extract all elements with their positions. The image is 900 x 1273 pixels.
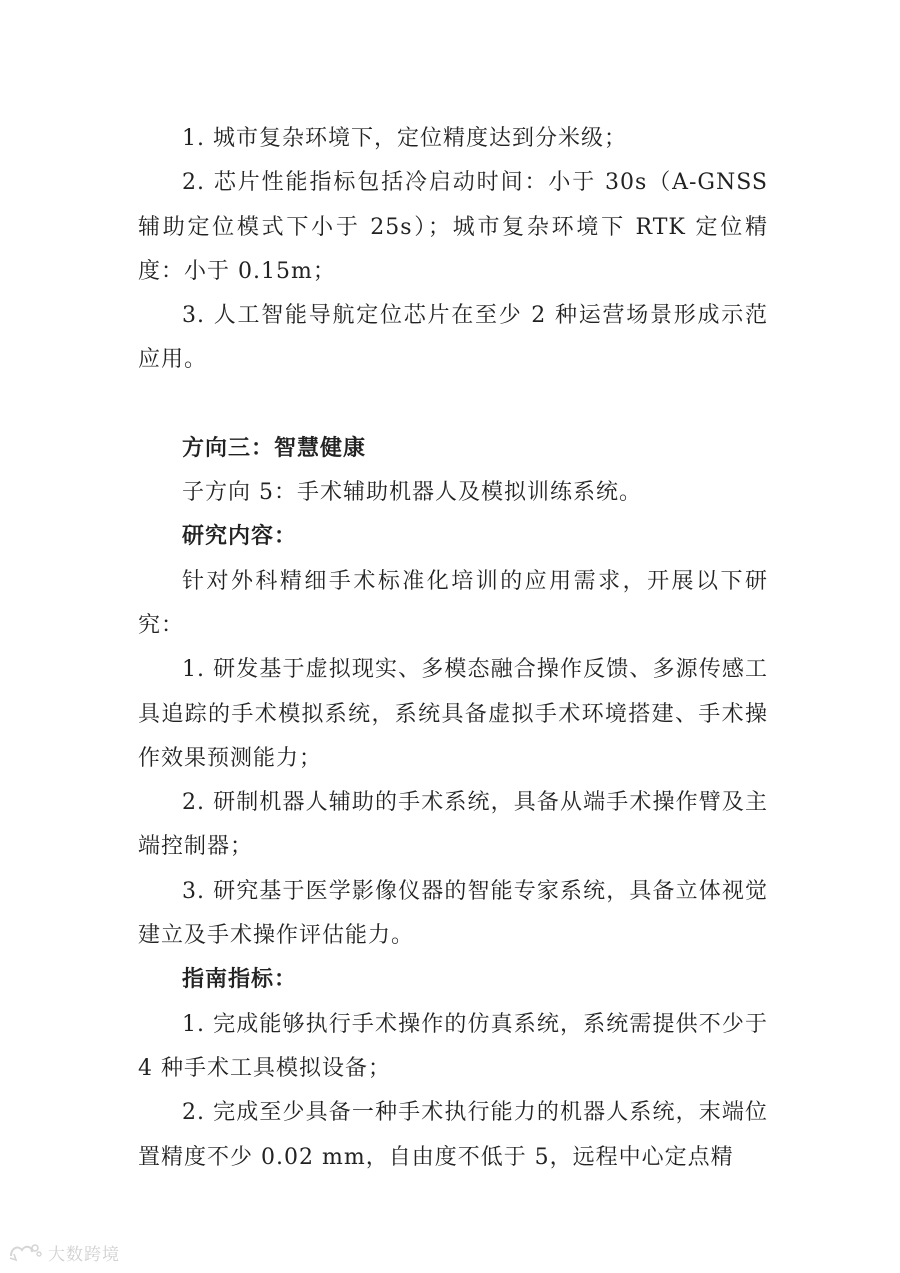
section-spacer xyxy=(138,383,768,427)
watermark xyxy=(8,1240,120,1264)
brand-logo-icon xyxy=(8,1242,42,1262)
paragraph-research-item-1: 1. 研发基于虚拟现实、多模态融合操作反馈、多源传感工具追踪的手术模拟系统，系统具备虚拟手术环境搭建、手术操作效果预测能力； xyxy=(138,657,768,771)
document-body xyxy=(138,117,768,1180)
heading-direction-three: 方向三：智慧健康 xyxy=(182,435,367,461)
paragraph-indicator-2: 2. 完成至少具备一种手术执行能力的机器人系统，末端位置精度不少 0.02 mm，自由度不低于 5，远程中心定点精 xyxy=(138,1100,768,1170)
paragraph-chip-performance: 2. 芯片性能指标包括冷启动时间：小于 30s（A-GNSS 辅助定位模式下小于 25s）；城市复杂环境下 RTK 定位精度：小于 0.15m； xyxy=(138,170,768,284)
watermark-text: 大数跨境 xyxy=(48,1244,120,1265)
paragraph-ai-navigation-chip: 3. 人工智能导航定位芯片在至少 2 种运营场景形成示范应用。 xyxy=(138,303,768,373)
paragraph-indicator-1: 1. 完成能够执行手术操作的仿真系统，系统需提供不少于 4 种手术工具模拟设备； xyxy=(138,1011,768,1081)
paragraph-positioning-accuracy: 1. 城市复杂环境下，定位精度达到分米级； xyxy=(182,126,627,151)
paragraph-research-item-2: 2. 研制机器人辅助的手术系统，具备从端手术操作臂及主端控制器； xyxy=(138,790,768,860)
heading-research-content: 研究内容： xyxy=(182,524,298,550)
heading-guideline-indicators: 指南指标： xyxy=(182,967,298,993)
paragraph-research-intro: 针对外科精细手术标准化培训的应用需求，开展以下研究： xyxy=(138,568,768,638)
paragraph-research-item-3: 3. 研究基于医学影像仪器的智能专家系统，具备立体视觉建立及手术操作评估能力。 xyxy=(138,878,768,949)
sub-direction-five: 子方向 5：手术辅助机器人及模拟训练系统。 xyxy=(182,480,642,506)
